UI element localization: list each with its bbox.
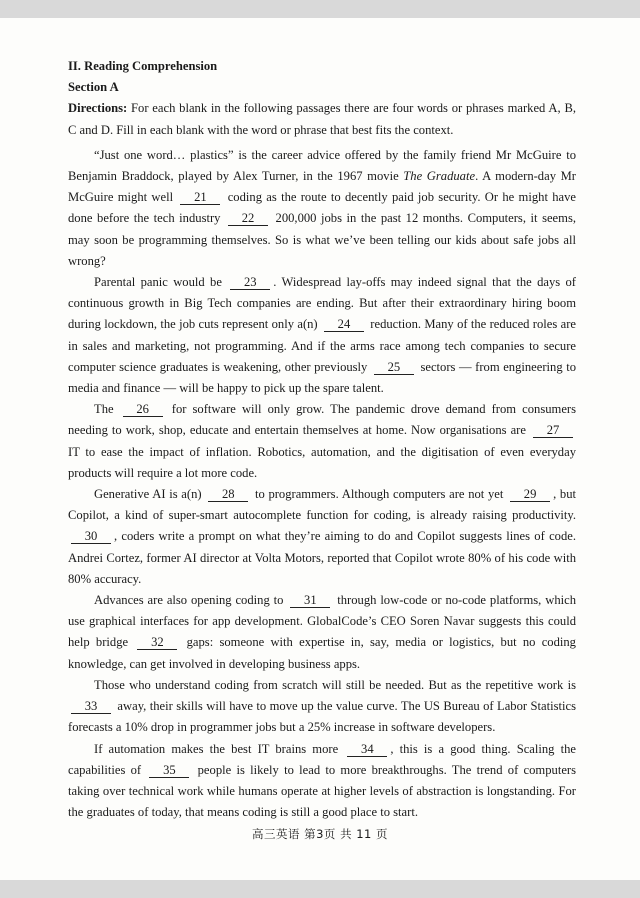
- text: , this is a good thing. Scaling the capabilities of: [68, 741, 576, 777]
- text: IT to ease the impact of inflation. Robotics, automation, and the digitisation of even everyday products will require a lot more code.: [68, 444, 576, 480]
- text: Generative AI is a(n): [94, 487, 206, 502]
- section-heading: II. Reading Comprehension: [68, 59, 218, 73]
- paragraph-3: [68, 399, 576, 484]
- paragraph-7: [68, 739, 576, 824]
- text: reduction. Many of the reduced roles are in sales and marketing, not programming. And if the arms race among tech companies to secure computer science graduates is weakening, other previously: [68, 317, 576, 374]
- blank-29[interactable]: 29: [510, 487, 550, 502]
- paragraph-6: [68, 675, 576, 739]
- text: for software will only grow. The pandemic drove demand from consumers needing to work, shop, educate and entertain themselves at home. Now organisations are: [68, 402, 576, 438]
- blank-30[interactable]: 30: [71, 529, 111, 544]
- text: through low-code or no-code platforms, which use graphical interfaces for app development. GlobalCode’s CEO Soren Navar suggests this could help bridge: [68, 593, 576, 650]
- blank-32[interactable]: 32: [137, 635, 177, 650]
- paragraph-5: [68, 590, 576, 675]
- blank-34[interactable]: 34: [347, 742, 387, 757]
- blank-24[interactable]: 24: [324, 317, 364, 332]
- blank-25[interactable]: 25: [374, 360, 414, 375]
- blank-28[interactable]: 28: [208, 487, 248, 502]
- text: . Widespread lay-offs may indeed signal that the days of continuous growth in Big Tech companies are ending. But after their extraordinary hiring boom during lockdown, the job cuts represent only a(n): [68, 275, 576, 332]
- text: sectors — from engineering to media and finance — will be happy to pick up the spare talent.: [68, 359, 576, 396]
- text: If automation makes the best IT brains more: [94, 741, 345, 756]
- text: people is likely to lead to more breakthroughs. The trend of computers taking over technical work while humans operate at higher levels of abstraction is longstanding. For the graduates of today, that means coding is still a good place to start.: [68, 762, 576, 820]
- text: Advances are also opening coding to: [94, 593, 288, 608]
- blank-22[interactable]: 22: [228, 211, 268, 226]
- page-footer: 高三英语 第3页 共 11 页: [251, 827, 389, 841]
- text: Parental panic would be: [94, 275, 228, 290]
- directions-label: Directions:: [68, 101, 128, 116]
- blank-31[interactable]: 31: [290, 593, 330, 608]
- text: away, their skills will have to move up the value curve. The US Bureau of Labor Statistics forecasts a 10% drop in programmer jobs but a 25% increase in software developers.: [68, 699, 576, 735]
- movie-title: The Graduate: [403, 169, 476, 184]
- directions: [68, 98, 576, 140]
- blank-33[interactable]: 33: [71, 699, 111, 714]
- text: , but Copilot, a kind of super-smart autocomplete function for coding, is already raising productivity.: [68, 487, 576, 523]
- page-content: [68, 56, 576, 823]
- exam-page: [0, 18, 640, 880]
- text: Those who understand coding from scratch will still be needed. But as the repetitive work is: [94, 677, 576, 692]
- paragraph-1: [68, 145, 576, 272]
- text: coding as the route to decently paid job security. Or he might have done before the tech industry: [68, 190, 577, 226]
- text: “Just one word… plastics” is the career advice offered by the family friend Mr McGuire to Benjamin Braddock, played by Alex Turner, in the 1967 movie: [68, 147, 576, 184]
- paragraph-2: [68, 272, 576, 399]
- blank-21[interactable]: 21: [180, 190, 220, 205]
- blank-26[interactable]: 26: [123, 402, 163, 417]
- text: to programmers. Although computers are not yet: [251, 487, 508, 502]
- text: 200,000 jobs in the past 12 months. Computers, it seems, may soon be programming themselves. So is what we’ve been telling our kids about safe jobs all wrong?: [68, 211, 576, 268]
- blank-35[interactable]: 35: [149, 763, 189, 778]
- blank-23[interactable]: 23: [230, 275, 270, 290]
- text: gaps: someone with expertise in, say, media or logistics, but no coding knowledge, can get involved in developing business apps.: [68, 635, 576, 671]
- text: , coders write a prompt on what they’re aiming to do and Copilot suggests lines of code. Andrei Cortez, former AI director at Volta Motors, reported that Copilot wrote 80% of his code with 80% accuracy.: [68, 529, 576, 586]
- blank-27[interactable]: 27: [533, 423, 573, 438]
- directions-text: For each blank in the following passages there are four words or phrases marked A, B, C and D. Fill in each blank with the word or phrase that best fits the context.: [68, 101, 576, 137]
- text: The: [94, 402, 120, 417]
- section-subheading: Section A: [68, 80, 119, 95]
- paragraph-4: [68, 484, 576, 590]
- text: . A modern-day Mr McGuire might well: [68, 169, 577, 205]
